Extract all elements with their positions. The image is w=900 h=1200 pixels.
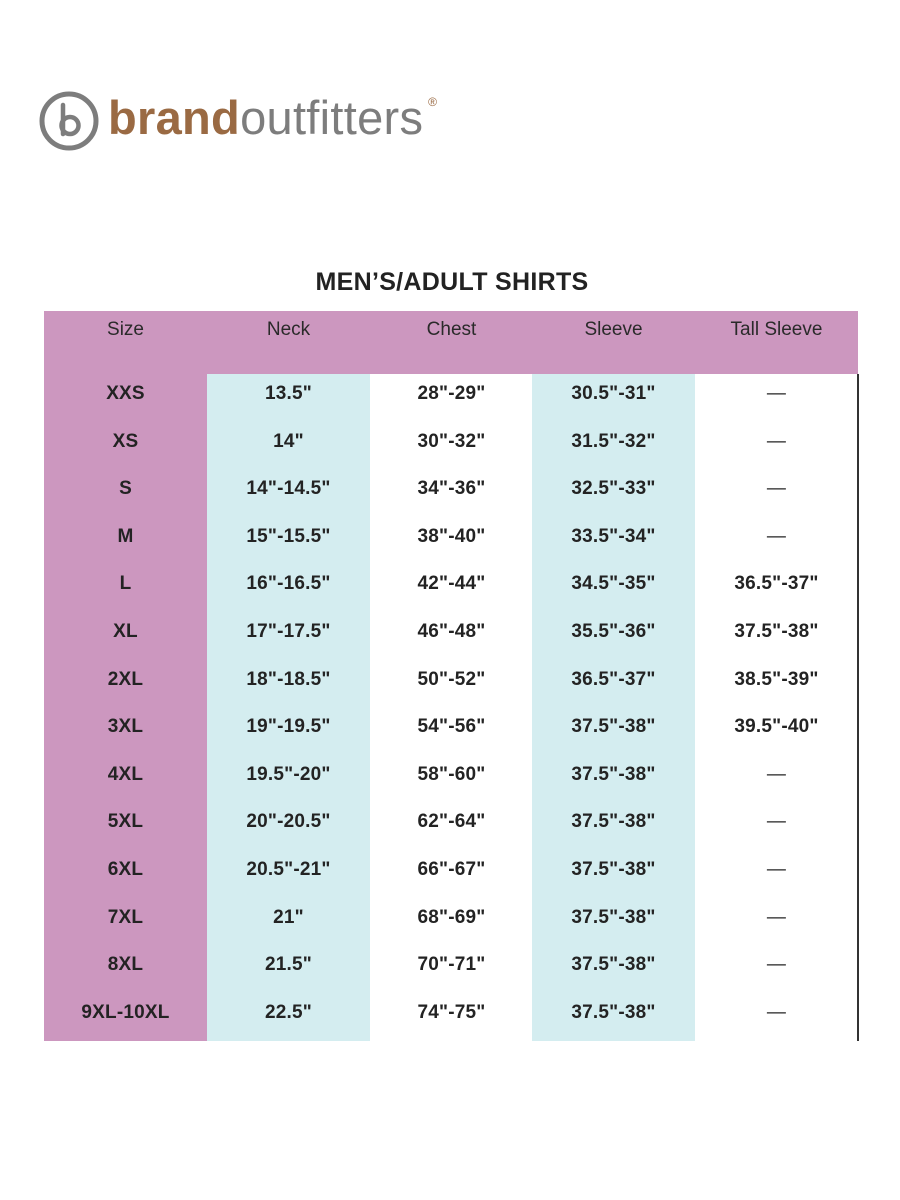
table-row [44, 370, 858, 418]
cell-sleeve: 30.5"-31" [571, 383, 656, 404]
table-row [44, 418, 858, 466]
cell-tall-sleeve: 39.5"-40" [734, 716, 819, 738]
cell-chest: 30"-32" [417, 430, 486, 452]
cell-size: 3XL [107, 716, 144, 738]
cell-chest: 42"-44" [417, 573, 486, 595]
cell-sleeve: 37.5"-38" [571, 716, 656, 738]
cell-sleeve: 37.5"-38" [571, 906, 656, 928]
cell-tall-sleeve: — [766, 1001, 787, 1023]
brand-logo-text [108, 90, 438, 144]
cell-size: M [117, 525, 134, 547]
cell-size: 4XL [107, 763, 144, 785]
table-row [44, 941, 858, 989]
cell-chest: 62"-64" [417, 811, 486, 833]
cell-sleeve: 37.5"-38" [571, 859, 656, 880]
header-neck: Neck [266, 319, 311, 340]
cell-neck: 17"-17.5" [246, 621, 331, 642]
cell-tall-sleeve: — [766, 811, 787, 833]
cell-size: XXS [106, 383, 145, 404]
cell-chest: 70"-71" [417, 954, 486, 976]
cell-sleeve: 34.5"-35" [571, 573, 656, 595]
cell-sleeve: 31.5"-32" [571, 430, 656, 452]
cell-chest: 68"-69" [417, 906, 486, 928]
brand-logo-mark-icon [38, 90, 100, 152]
cell-size: 7XL [107, 906, 144, 928]
table-row [44, 656, 858, 704]
cell-tall-sleeve: 38.5"-39" [734, 668, 819, 690]
cell-chest: 38"-40" [417, 525, 486, 547]
cell-chest: 66"-67" [417, 859, 486, 880]
cell-neck: 20"-20.5" [246, 811, 331, 833]
cell-size: 9XL-10XL [81, 1001, 170, 1023]
cell-neck: 14" [273, 430, 304, 452]
cell-size: 6XL [107, 859, 144, 880]
cell-size: L [119, 573, 132, 595]
table-row [44, 989, 858, 1037]
table-row [44, 894, 858, 942]
cell-size: 2XL [107, 668, 144, 690]
cell-sleeve: 37.5"-38" [571, 811, 656, 833]
cell-sleeve: 35.5"-36" [571, 621, 656, 642]
cell-tall-sleeve: 36.5"-37" [734, 573, 819, 595]
header-chest: Chest [426, 319, 477, 340]
cell-tall-sleeve: 37.5"-38" [734, 621, 819, 642]
table-row [44, 798, 858, 846]
cell-neck: 15"-15.5" [246, 525, 331, 547]
cell-tall-sleeve: — [766, 383, 787, 404]
table-row [44, 513, 858, 561]
cell-neck: 16"-16.5" [246, 573, 331, 595]
cell-chest: 34"-36" [417, 478, 486, 500]
cell-size: XS [112, 430, 139, 452]
cell-neck: 19.5"-20" [246, 763, 331, 785]
brand-logo [38, 88, 438, 154]
cell-chest: 54"-56" [417, 716, 486, 738]
cell-sleeve: 37.5"-38" [571, 954, 656, 976]
cell-neck: 19"-19.5" [246, 716, 331, 738]
cell-tall-sleeve: — [766, 954, 787, 976]
logo-word-brand: brand [108, 90, 241, 144]
header-tall-sleeve: Tall Sleeve [730, 319, 823, 340]
cell-neck: 18"-18.5" [246, 668, 331, 690]
table-row [44, 608, 858, 656]
cell-chest: 46"-48" [417, 621, 486, 642]
header-size: Size [107, 319, 144, 340]
cell-chest: 50"-52" [417, 668, 486, 690]
cell-tall-sleeve: — [766, 859, 787, 880]
cell-size: S [119, 478, 132, 500]
cell-neck: 13.5" [265, 383, 312, 404]
cell-neck: 14"-14.5" [246, 478, 331, 500]
cell-chest: 74"-75" [417, 1001, 486, 1023]
table-row [44, 465, 858, 513]
cell-tall-sleeve: — [766, 430, 787, 452]
cell-size: XL [113, 621, 138, 642]
cell-chest: 28"-29" [417, 383, 486, 404]
cell-tall-sleeve: — [766, 906, 787, 928]
cell-neck: 22.5" [265, 1001, 312, 1023]
size-chart-table [44, 311, 858, 1041]
cell-tall-sleeve: — [766, 478, 787, 500]
cell-size: 5XL [107, 811, 144, 833]
table-row [44, 846, 858, 894]
logo-word-outfitters: outfitters [240, 90, 424, 144]
cell-neck: 21" [273, 906, 304, 928]
cell-neck: 20.5"-21" [246, 859, 331, 880]
table-row [44, 703, 858, 751]
cell-neck: 21.5" [265, 954, 312, 976]
cell-size: 8XL [107, 954, 144, 976]
cell-sleeve: 37.5"-38" [571, 763, 656, 785]
table-row [44, 560, 858, 608]
table-row [44, 751, 858, 799]
cell-chest: 58"-60" [417, 763, 486, 785]
cell-sleeve: 33.5"-34" [571, 525, 656, 547]
cell-tall-sleeve: — [766, 525, 787, 547]
cell-tall-sleeve: — [766, 763, 787, 785]
cell-sleeve: 36.5"-37" [571, 668, 656, 690]
chart-title: MEN’S/ADULT SHIRTS [315, 268, 589, 296]
cell-sleeve: 32.5"-33" [571, 478, 656, 500]
registered-mark: ® [428, 94, 438, 109]
cell-sleeve: 37.5"-38" [571, 1001, 656, 1023]
header-sleeve: Sleeve [584, 319, 643, 340]
